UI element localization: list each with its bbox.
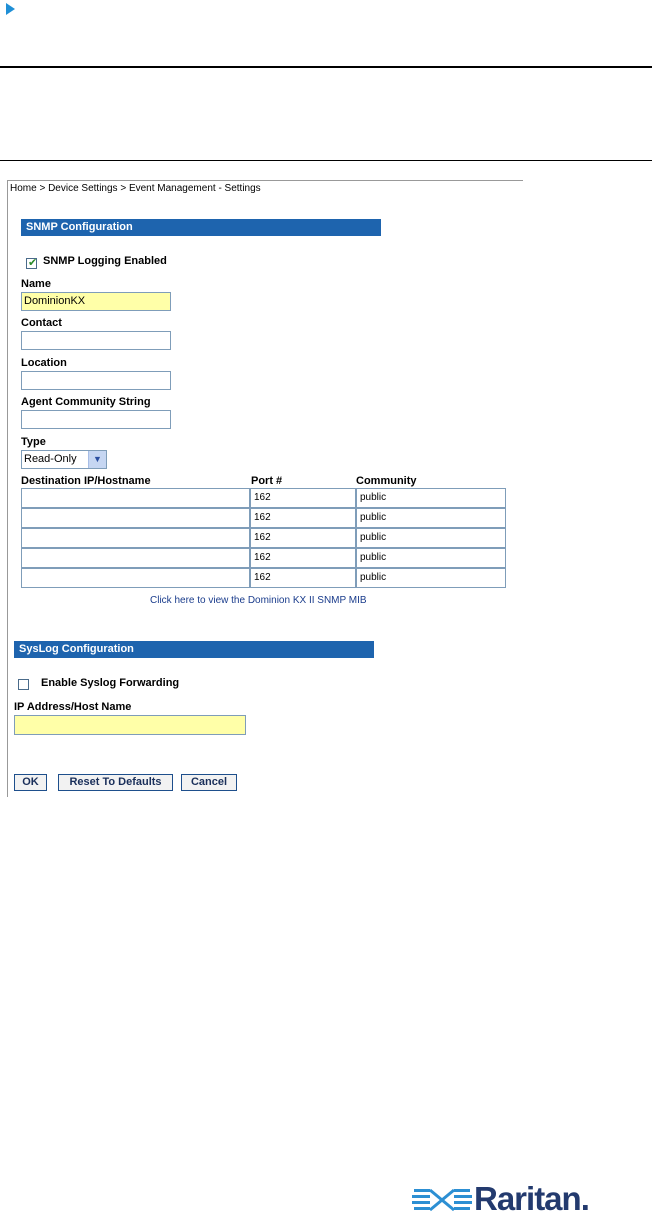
destination-input[interactable] [21,528,250,548]
col-header-destination: Destination IP/Hostname [21,475,151,487]
community-input[interactable]: public [356,568,506,588]
name-label: Name [21,278,51,290]
location-label: Location [21,357,67,369]
snmp-logging-checkbox[interactable] [26,258,37,269]
contact-label: Contact [21,317,62,329]
port-input[interactable]: 162 [250,528,356,548]
raritan-logo [412,1180,652,1220]
breadcrumb[interactable]: Home > Device Settings > Event Management - Settings [10,183,261,194]
port-input[interactable]: 162 [250,568,356,588]
port-input[interactable]: 162 [250,508,356,528]
ip-address-label: IP Address/Host Name [14,701,132,713]
play-arrow-icon [6,3,15,15]
ok-button[interactable]: OK [14,774,47,791]
community-input[interactable]: public [356,488,506,508]
raritan-emblem-icon [412,1180,472,1220]
destination-input[interactable] [21,488,250,508]
community-input[interactable]: public [356,528,506,548]
name-input[interactable]: DominionKX [21,292,171,311]
cancel-button[interactable]: Cancel [181,774,237,791]
agent-community-label: Agent Community String [21,396,151,408]
community-input[interactable]: public [356,508,506,528]
syslog-forwarding-checkbox[interactable] [18,679,29,690]
bottom-divider [0,160,652,161]
checkmark-icon: ✔ [28,257,38,269]
raritan-logo-text: Raritan. [474,1180,589,1217]
ip-address-input[interactable] [14,715,246,735]
agent-community-input[interactable] [21,410,171,429]
syslog-section-header: SysLog Configuration [14,641,374,658]
reset-to-defaults-button[interactable]: Reset To Defaults [58,774,173,791]
type-select-value: Read-Only [24,453,77,465]
destination-input[interactable] [21,508,250,528]
type-select[interactable] [21,450,107,469]
syslog-forwarding-label: Enable Syslog Forwarding [41,677,180,689]
destination-input[interactable] [21,548,250,568]
chevron-down-icon[interactable]: ▼ [88,451,106,468]
screenshot-frame [7,180,523,797]
snmp-section-header: SNMP Configuration [21,219,381,236]
top-divider [0,66,652,68]
port-input[interactable]: 162 [250,488,356,508]
community-input[interactable]: public [356,548,506,568]
col-header-community: Community [356,475,417,487]
port-input[interactable]: 162 [250,548,356,568]
type-label: Type [21,436,46,448]
location-input[interactable] [21,371,171,390]
contact-input[interactable] [21,331,171,350]
snmp-mib-link[interactable]: Click here to view the Dominion KX II SNMP MIB [150,595,367,606]
destination-input[interactable] [21,568,250,588]
col-header-port: Port # [251,475,283,487]
snmp-logging-label: SNMP Logging Enabled [43,255,167,267]
